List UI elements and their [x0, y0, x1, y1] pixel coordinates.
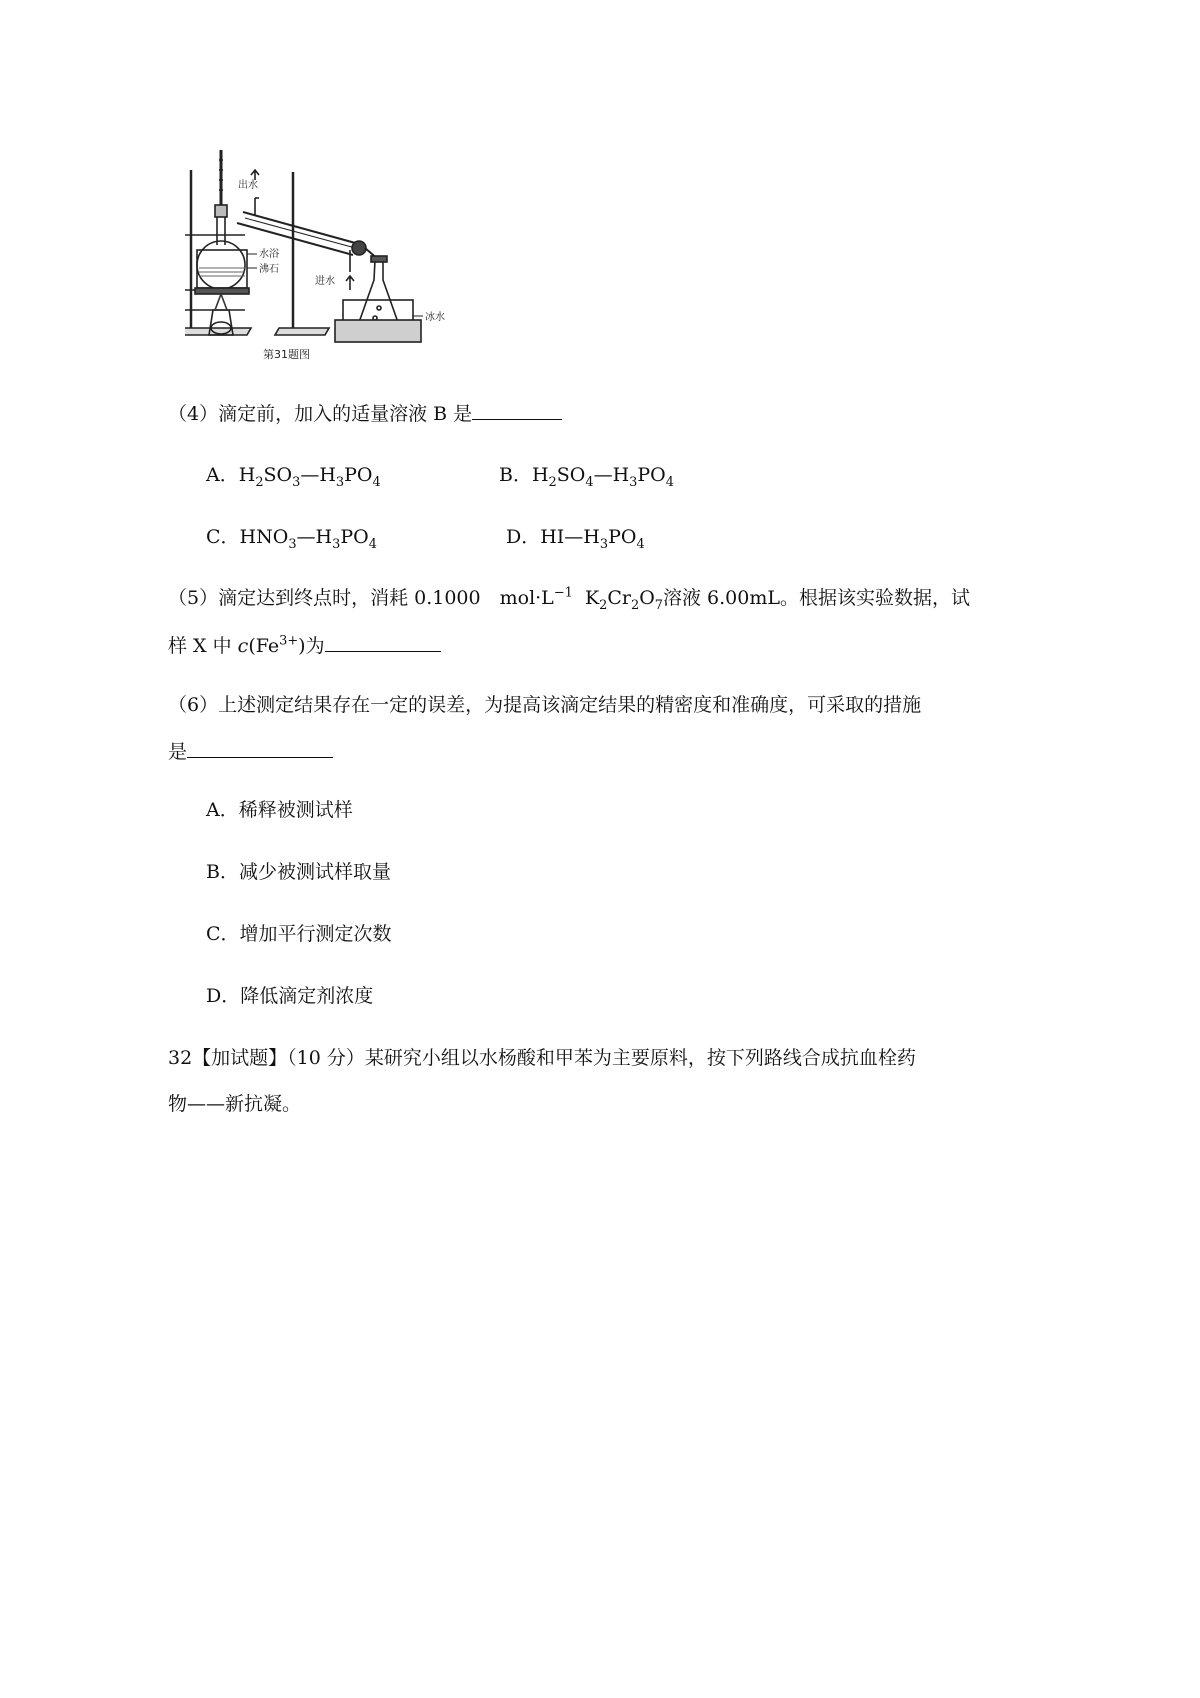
q6-option-a: A．稀释被测试样: [206, 799, 353, 821]
q4-option-c: C．$HNO_3—H_3PO_4$: [206, 526, 377, 552]
figure-caption: 第31题图: [263, 348, 310, 361]
figure-label-inlet: 进水: [315, 276, 335, 287]
q5-answer-blank[interactable]: [325, 630, 441, 652]
q4-option-d: D．$HI—H_3PO_4$: [506, 526, 645, 552]
q32-line-1: 32【加试题】（10 分）某研究小组以水杨酸和甲苯为主要原料，按下列路线合成抗血栓药: [168, 1047, 916, 1069]
figure-label-water-bath: 水浴: [259, 249, 279, 260]
q5-line-2: 样 X 中 $c(Fe^{3+})$为: [168, 630, 441, 658]
q6-line-2: 是: [168, 736, 333, 764]
q6-line-1: （6）上述测定结果存在一定的误差，为提高该滴定结果的精密度和准确度，可采取的措施: [168, 694, 922, 716]
figure-label-ice-water: 冰水: [425, 312, 445, 323]
figure-label-outlet: 出水: [238, 180, 258, 191]
q4-answer-blank[interactable]: [472, 398, 562, 420]
q6-option-c: C．增加平行测定次数: [206, 923, 392, 945]
q6-option-d: D．降低滴定剂浓度: [206, 985, 374, 1007]
q6-answer-blank[interactable]: [187, 736, 333, 758]
q32-line-2: 物——新抗凝。: [168, 1093, 302, 1115]
q6-option-b: B．减少被测试样取量: [206, 861, 391, 883]
q4-option-a: A．$H_2SO_3—H_3PO_4$: [206, 464, 381, 490]
figure-label-boiling-stone: 沸石: [259, 264, 279, 275]
q4-option-b: B．$H_2SO_4—H_3PO_4$: [499, 464, 674, 490]
q4-stem: （4）滴定前，加入的适量溶液 B 是: [168, 398, 562, 426]
q5-line-1: （5）滴定达到终点时，消耗 0.1000 $mol\cdot L^{-1}$ $K_2Cr_2O_7$溶液 6.00mL。根据该实验数据，试: [168, 585, 970, 613]
distillation-apparatus-figure: [185, 150, 485, 400]
